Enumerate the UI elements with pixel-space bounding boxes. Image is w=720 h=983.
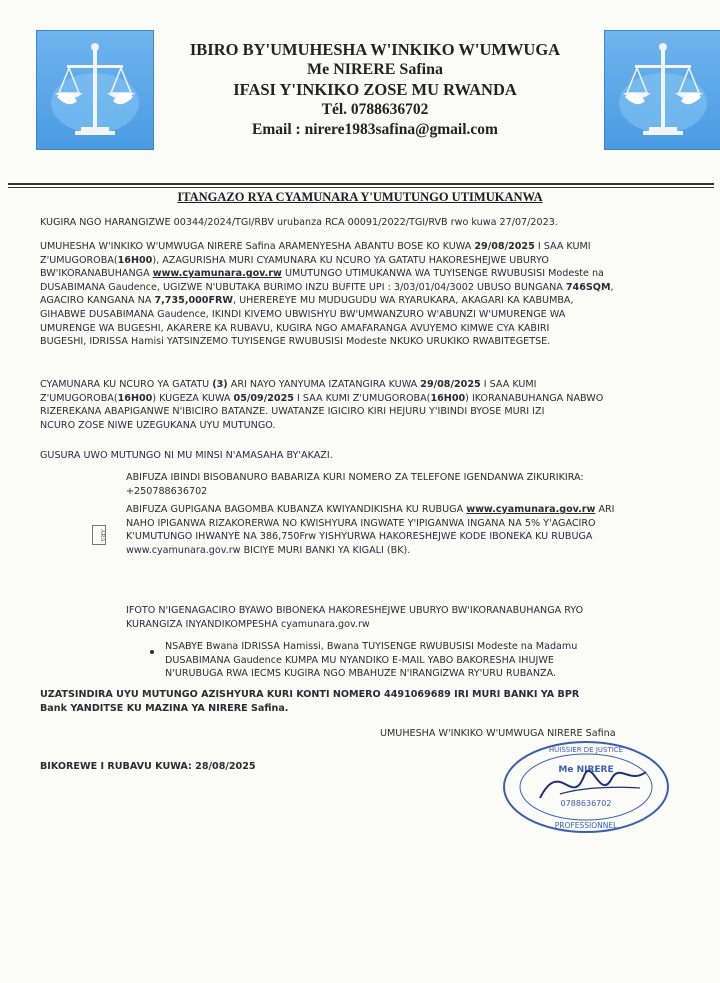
request-paragraph	[165, 640, 577, 681]
official-stamp-icon	[500, 738, 672, 836]
notice-title: ITANGAZO RYA CYAMUNARA Y'UMUTUNGO UTIMUKANWA	[177, 190, 543, 204]
scan-margin-mark: ARA	[92, 525, 106, 545]
office-name: IBIRO BY'UMUHESHA W'INKIKO W'UMWUGA	[189, 40, 561, 59]
text-line: ABIFUZA GUPIGANA BAGOMBA KUBANZA KWIYANDIKISHA KU RUBUGA www.cyamunara.gov.rw ARI	[126, 504, 615, 515]
photos-paragraph	[126, 604, 583, 631]
text-line: UZATSINDIRA UYU MUTUNGO AZISHYURA KURI KONTI NOMERO 4491069689 IRI MURI BANKI YA BPR	[40, 689, 580, 700]
case-reference: KUGIRA NGO HARANGIZWE 00344/2024/TGI/RBV urubanza RCA 00091/2022/TGI/RVB rwo kuwa 27/07/2023.	[40, 217, 558, 228]
text-line: DUSABIMANA Gaudence, UGIZWE N'UBUTAKA BURIMO INZU BUFITE UPI : 3/03/01/04/3002 UBUSO BUNGANA 746SQM,	[40, 281, 614, 293]
text-line: Z'UMUGOROBA(16H00), AZAGURISHA MURI CYAMUNARA KU NCURO YA GATATU HAKORESHEJWE UBURYO	[40, 254, 549, 266]
text-line: N'URUBUGA RWA IECMS KUGIRA NGO MBAHUZE N'IRANGIZWA RY'URU RUBANZA.	[165, 668, 557, 680]
text-line: ABIFUZA IBINDI BISOBANURO BABARIZA KURI NOMERO ZA TELEFONE IGENDANWA ZIKURIKIRA:	[126, 472, 584, 483]
email-address: Email : nirere1983safina@gmail.com	[252, 121, 498, 138]
text-line: CYAMUNARA KU NCURO YA GATATU (3) ARI NAYO YANYUMA IZATANGIRA KUWA 29/08/2025 I SAA KUMI	[40, 379, 537, 390]
text-line: GIHABWE DUSABIMANA Gaudence, IKINDI KIVEMO UBWISHYU BW'UMWANZURO W'ABUNZI W'UMURENGE WA	[40, 308, 566, 320]
text-line: NSABYE Bwana IDRISSA Hamissi, Bwana TUYISENGE RWUBUSISI Modeste na Madamu	[165, 641, 578, 652]
text-line: RIZEREKANA ABAPIGANWE N'IBICIRO BATANZE. UWATANZE IGICIRO KIRI HEJURU Y'IBINDI BYOSE MURI IZI	[40, 406, 545, 418]
visiting-hours-paragraph: GUSURA UWO MUTUNGO NI MU MINSI N'AMASAHA BY'AKAZI.	[40, 450, 333, 461]
contact-phone: +250788636702	[126, 485, 208, 497]
auction-website-link[interactable]: www.cyamunara.gov.rw	[152, 268, 282, 280]
logo-right-scales-icon	[604, 30, 720, 150]
text-line: DUSABIMANA Gaudence KUMPA MU NYANDIKO E-MAIL YABO BAKORESHA IHUJWE	[165, 654, 554, 666]
auction-announcement-paragraph	[40, 240, 614, 349]
stamp-name: Me NIRERE	[558, 765, 614, 775]
text-line: KURANGIZA INYANDIKOMPESHA cyamunara.gov.rw	[126, 618, 370, 630]
stamp-top-text: HUISSIER DE JUSTICE	[548, 746, 624, 754]
logo-left-scales-icon	[36, 30, 154, 150]
text-line: IFOTO N'IGENAGACIRO BYAWO BIBONEKA HAKORESHEJWE UBURYO BW'IKORANABUHANGA RYO	[126, 605, 584, 616]
bidding-instructions-paragraph	[126, 503, 615, 557]
text-line: www.cyamunara.gov.rw BICIYE MURI BANKI YA KIGALI (BK).	[126, 544, 411, 556]
text-line: K'UMUTUNGO IHWANYE NA 386,750Frw YISHYURWA HAKORESHEJWE KODE IBONEKA KU RUBUGA	[126, 531, 593, 543]
text-line: AGACIRO KANGANA NA 7,735,000FRW, UHEREREYE MU MUDUGUDU WA RYARUKARA, AKAGARI KA KABUMBA,	[40, 295, 574, 307]
jurisdiction: IFASI Y'INKIKO ZOSE MU RWANDA	[233, 80, 517, 99]
phone-number: Tél. 0788636702	[321, 101, 429, 118]
date-location-line: BIKOREWE I RUBAVU KUWA: 28/08/2025	[40, 761, 256, 772]
text-line: UMUHESHA W'INKIKO W'UMWUGA NIRERE Safina ARAMENYESHA ABANTU BOSE KO KUWA 29/08/2025 I SAA KUMI	[40, 241, 591, 252]
signatory-title: UMUHESHA W'INKIKO W'UMWUGA NIRERE Safina	[380, 728, 616, 739]
text-line: BW'IKORANABUHANGA www.cyamunara.gov.rw UMUTUNGO UTIMUKANWA WA TUYISENGE RWUBUSISI Modeste na	[40, 268, 604, 280]
header-divider	[8, 183, 714, 185]
text-line: Bank YANDITSE KU MAZINA YA NIRERE Safina.	[40, 702, 289, 714]
bullet-icon	[150, 650, 154, 654]
auction-schedule-paragraph	[40, 378, 603, 432]
auction-website-link[interactable]: www.cyamunara.gov.rw	[466, 504, 596, 515]
payment-paragraph	[40, 688, 579, 715]
text-line: Z'UMUGOROBA(16H00) KUGEZA KUWA 05/09/2025 I SAA KUMI Z'UMUGOROBA(16H00) IKORANABUHANGA NABWO	[40, 392, 604, 404]
bailiff-name: Me NIRERE Safina	[306, 61, 443, 78]
text-line: NAHO IPIGANWA RIZAKORERWA NO KWISHYURA INGWATE Y'IPIGANWA INGANA NA 5% Y'AGACIRO	[126, 517, 596, 529]
text-line: NCURO ZOSE NIWE UZEGUKANA UYU MUTUNGO.	[40, 419, 276, 431]
contact-paragraph	[126, 471, 584, 498]
header-divider-thin	[8, 187, 714, 188]
stamp-bottom-text: PROFESSIONNEL	[554, 821, 618, 830]
stamp-phone: 0788636702	[560, 799, 612, 808]
text-line: BUGESHI, IDRISSA Hamisi YATSINZEMO TUYISENGE RWUBUSISI Modeste NKUKO URUKIKO RWABITEGETSE.	[40, 336, 551, 348]
text-line: UMURENGE WA BUGESHI, AKARERE KA RUBAVU, KUGIRA NGO AMAFARANGA AVUYEMO KIMWE CYA KABIRI	[40, 322, 550, 334]
